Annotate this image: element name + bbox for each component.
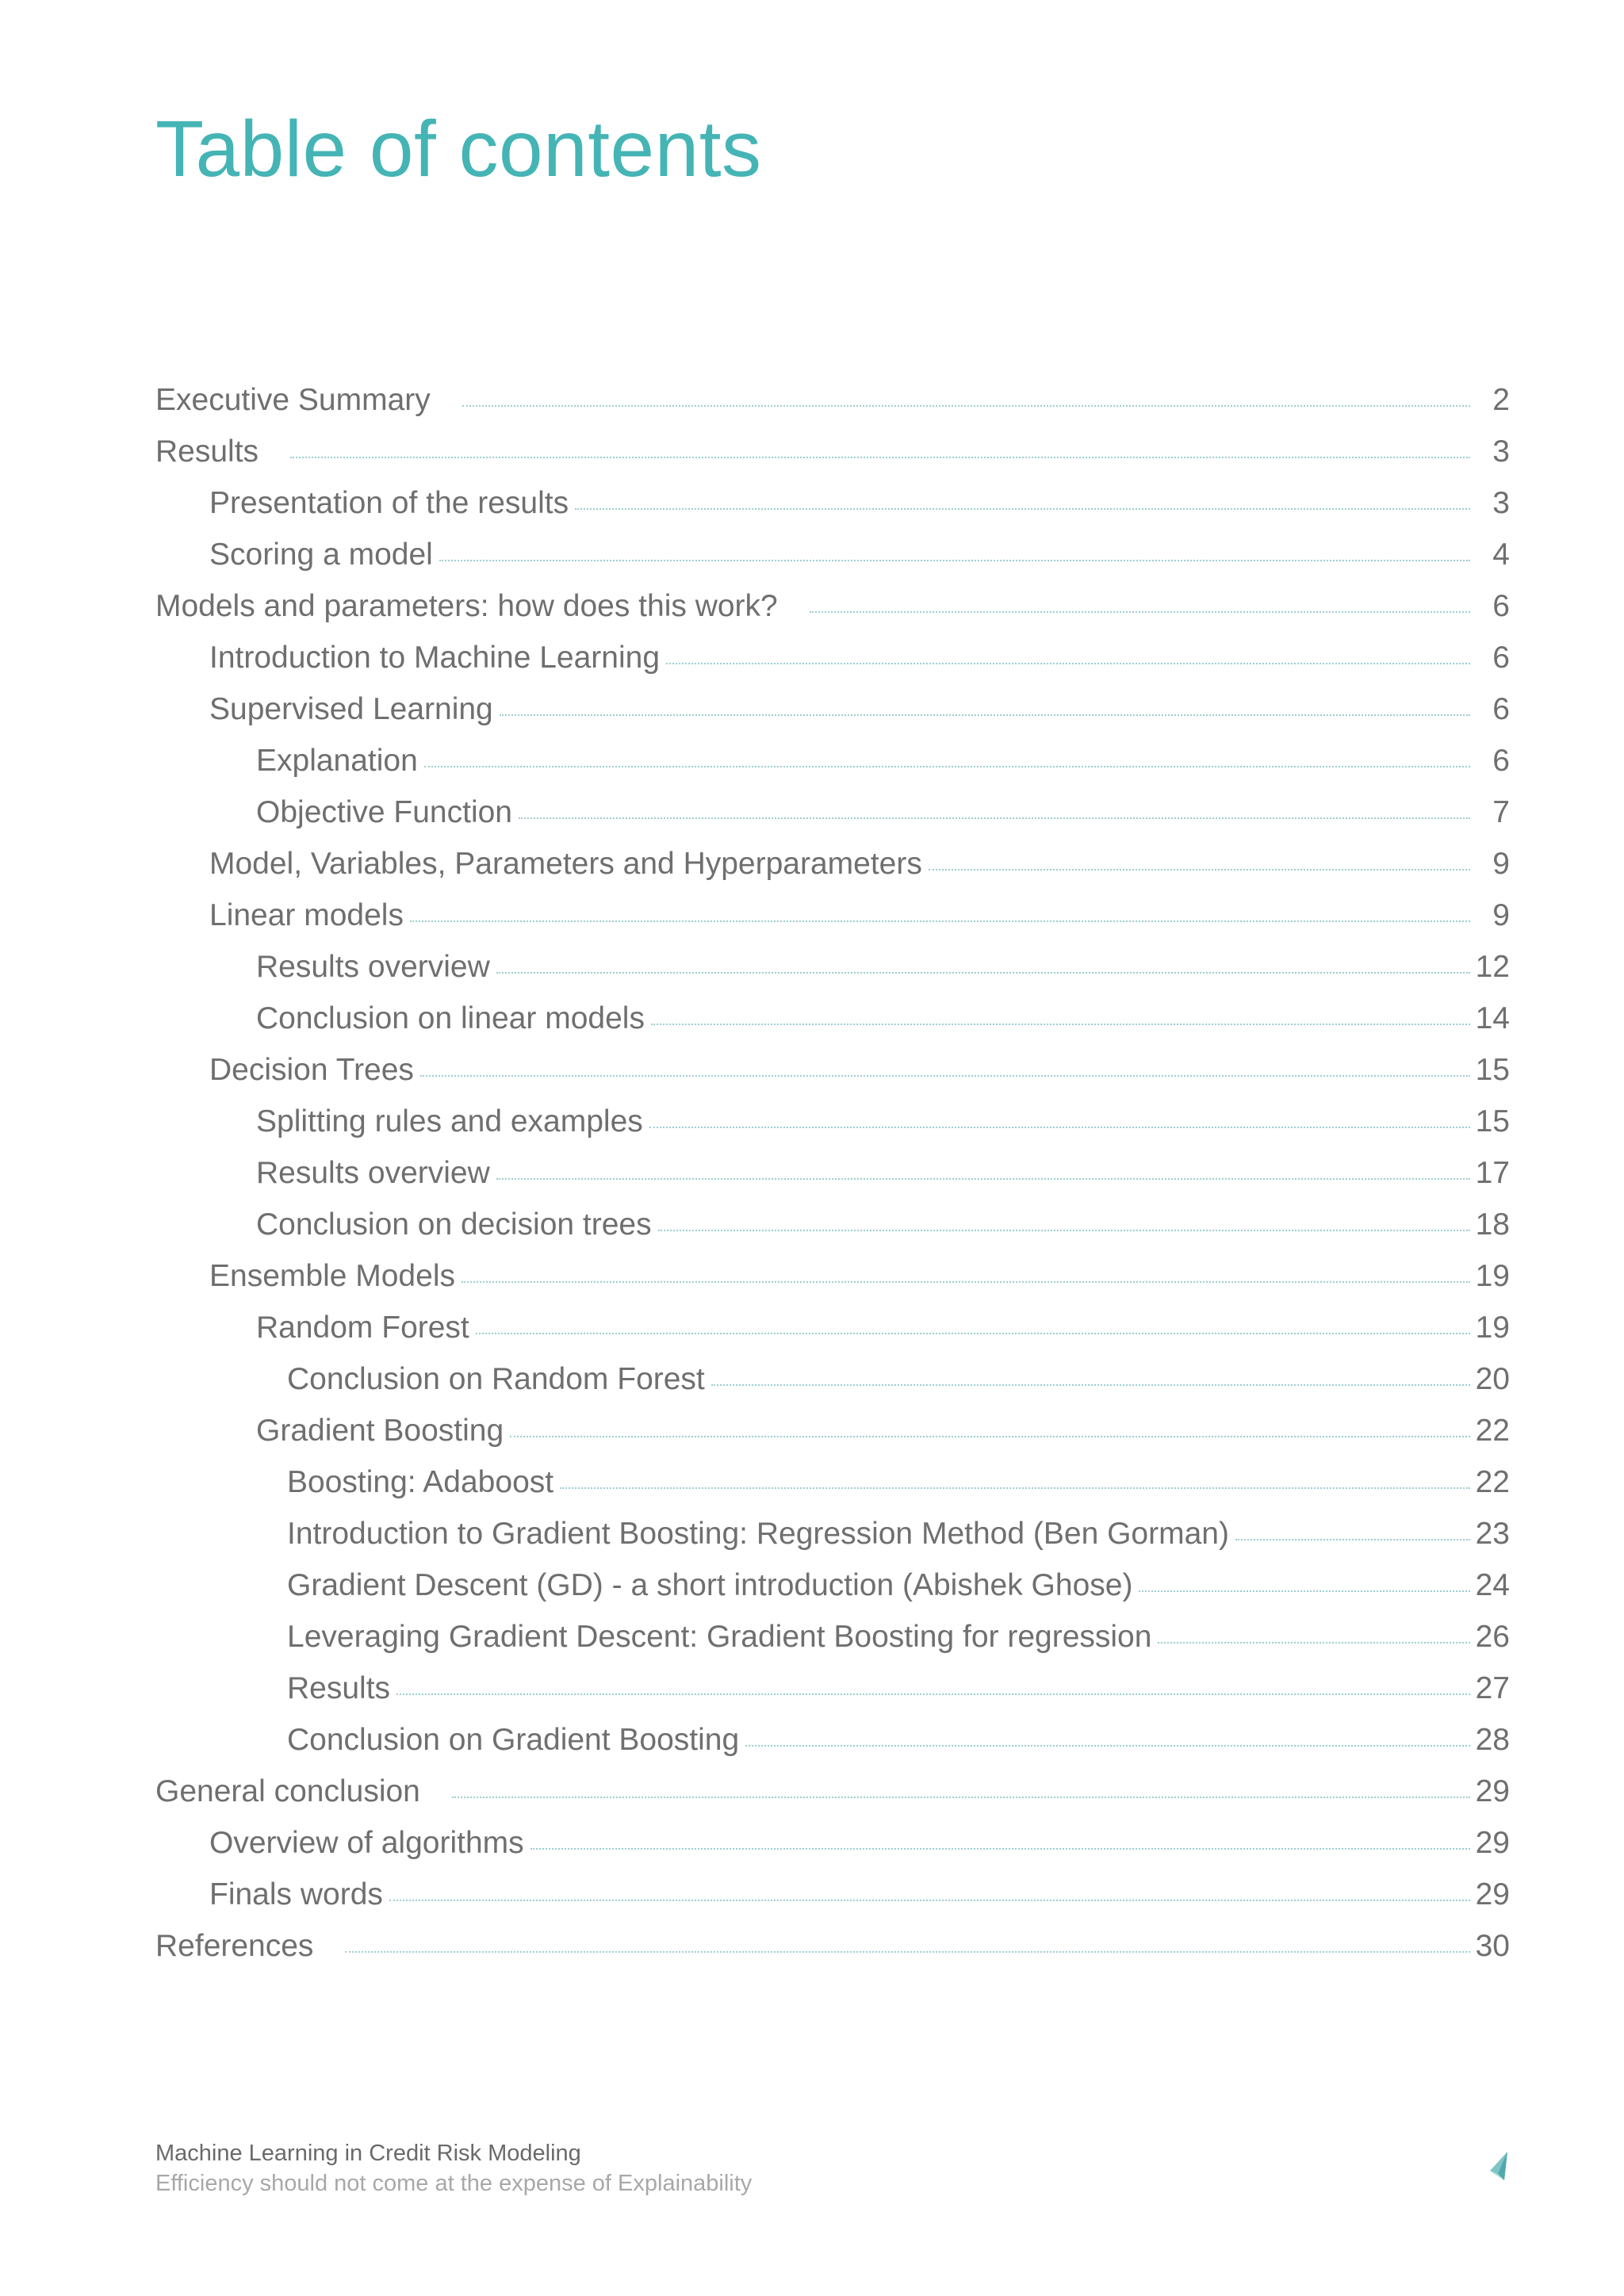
toc-entry[interactable] <box>155 529 1510 580</box>
toc-entry-page-number: 20 <box>1475 1362 1510 1396</box>
toc-entry[interactable] <box>155 1302 1510 1353</box>
toc-entry-page-number: 17 <box>1475 1156 1510 1190</box>
toc-entry[interactable] <box>155 477 1510 529</box>
toc-entry-page-number: 6 <box>1492 744 1510 778</box>
footer-title: Machine Learning in Credit Risk Modeling <box>155 2141 581 2166</box>
toc-dot-leader <box>929 869 1470 871</box>
toc-entry[interactable] <box>155 1250 1510 1302</box>
toc-entry[interactable] <box>155 838 1510 890</box>
toc-entry-page-number: 30 <box>1475 1929 1510 1963</box>
footer-subtitle: Efficiency should not come at the expense of Explainability <box>155 2171 753 2196</box>
toc-entry[interactable] <box>155 580 1510 632</box>
toc-dot-leader <box>1158 1642 1470 1644</box>
toc-dot-leader <box>452 1797 1470 1798</box>
toc-entry-page-number: 2 <box>1492 383 1510 417</box>
toc-entry-label: Results overview <box>256 950 490 984</box>
toc-dot-leader <box>530 1848 1470 1850</box>
toc-entry-page-number: 3 <box>1492 434 1510 469</box>
toc-dot-leader <box>462 405 1470 407</box>
toc-entry-label: Linear models <box>209 898 404 932</box>
toc-entry-label: Presentation of the results <box>209 486 569 520</box>
toc-entry-label: Boosting: Adaboost <box>287 1465 554 1499</box>
toc-dot-leader <box>462 1281 1470 1283</box>
toc-entry-label: Introduction to Machine Learning <box>209 641 661 675</box>
toc-entry-page-number: 29 <box>1475 1877 1510 1911</box>
toc-entry-label: Results <box>287 1671 391 1705</box>
table-of-contents <box>155 374 1510 1972</box>
toc-entry-label: General conclusion <box>155 1774 420 1808</box>
toc-entry-page-number: 6 <box>1492 641 1510 675</box>
toc-entry-page-number: 22 <box>1475 1414 1510 1448</box>
toc-entry-page-number: 18 <box>1475 1207 1510 1242</box>
toc-entry-page-number: 29 <box>1475 1826 1510 1860</box>
toc-dot-leader <box>560 1487 1470 1489</box>
toc-entry-page-number: 6 <box>1492 589 1510 623</box>
toc-dot-leader <box>810 611 1470 613</box>
toc-entry[interactable] <box>155 1147 1510 1199</box>
leaf-logo-icon <box>1488 2150 1509 2182</box>
toc-dot-leader <box>396 1693 1470 1695</box>
toc-entry-label: References <box>155 1929 314 1963</box>
toc-dot-leader <box>666 663 1470 664</box>
toc-entry-page-number: 14 <box>1475 1001 1510 1035</box>
toc-dot-leader <box>389 1900 1470 1901</box>
toc-entry-page-number: 3 <box>1492 486 1510 520</box>
toc-dot-leader <box>519 817 1470 819</box>
toc-dot-leader <box>1235 1539 1470 1540</box>
toc-entry-page-number: 19 <box>1475 1311 1510 1345</box>
toc-entry-label: Objective Function <box>256 795 512 829</box>
toc-entry-label: Results <box>155 434 259 469</box>
toc-entry-label: Models and parameters: how does this work? <box>155 589 778 623</box>
toc-entry-label: Overview of algorithms <box>209 1826 524 1860</box>
toc-entry[interactable] <box>155 683 1510 735</box>
toc-entry-label: Conclusion on Random Forest <box>287 1362 705 1396</box>
toc-entry-label: Scoring a model <box>209 538 433 572</box>
toc-entry-label: Conclusion on decision trees <box>256 1207 652 1242</box>
toc-entry-page-number: 23 <box>1475 1517 1510 1551</box>
toc-entry-page-number: 9 <box>1492 898 1510 932</box>
toc-entry-page-number: 28 <box>1475 1723 1510 1757</box>
toc-dot-leader <box>439 560 1470 561</box>
toc-entry-page-number: 7 <box>1492 795 1510 829</box>
toc-entry-label: Model, Variables, Parameters and Hyperparameters <box>209 847 922 881</box>
toc-entry[interactable] <box>155 1766 1510 1817</box>
toc-dot-leader <box>658 1230 1470 1231</box>
toc-entry-label: Decision Trees <box>209 1053 414 1087</box>
toc-entry[interactable] <box>155 1611 1510 1663</box>
toc-dot-leader <box>496 1178 1470 1180</box>
toc-entry-label: Conclusion on linear models <box>256 1001 645 1035</box>
toc-entry[interactable] <box>155 1817 1510 1869</box>
toc-entry[interactable] <box>155 993 1510 1044</box>
toc-entry[interactable] <box>155 1663 1510 1714</box>
toc-entry[interactable] <box>155 1920 1510 1972</box>
toc-entry-page-number: 12 <box>1475 950 1510 984</box>
toc-dot-leader <box>290 457 1470 458</box>
toc-entry-page-number: 6 <box>1492 692 1510 726</box>
toc-entry-page-number: 15 <box>1475 1053 1510 1087</box>
toc-dot-leader <box>745 1745 1470 1747</box>
toc-entry[interactable] <box>155 1405 1510 1456</box>
toc-entry[interactable] <box>155 1508 1510 1559</box>
toc-dot-leader <box>1139 1590 1470 1592</box>
toc-dot-leader <box>575 508 1470 510</box>
toc-entry[interactable] <box>155 1096 1510 1147</box>
toc-dot-leader <box>510 1436 1470 1437</box>
toc-entry[interactable] <box>155 941 1510 993</box>
toc-entry-label: Splitting rules and examples <box>256 1104 643 1138</box>
toc-entry-page-number: 29 <box>1475 1774 1510 1808</box>
toc-entry[interactable] <box>155 1714 1510 1766</box>
toc-entry[interactable] <box>155 1044 1510 1096</box>
toc-entry-label: Leveraging Gradient Descent: Gradient Boosting for regression <box>287 1620 1152 1654</box>
toc-entry-page-number: 4 <box>1492 538 1510 572</box>
toc-entry-page-number: 27 <box>1475 1671 1510 1705</box>
toc-entry-page-number: 15 <box>1475 1104 1510 1138</box>
toc-entry-page-number: 26 <box>1475 1620 1510 1654</box>
toc-entry-page-number: 24 <box>1475 1568 1510 1602</box>
toc-entry-page-number: 22 <box>1475 1465 1510 1499</box>
toc-entry-page-number: 9 <box>1492 847 1510 881</box>
toc-dot-leader <box>649 1127 1470 1128</box>
page-title: Table of contents <box>155 105 762 193</box>
toc-dot-leader <box>500 714 1470 716</box>
toc-entry-label: Explanation <box>256 744 418 778</box>
toc-entry[interactable] <box>155 1559 1510 1611</box>
toc-entry-label: Gradient Descent (GD) - a short introduction (Abishek Ghose) <box>287 1568 1133 1602</box>
toc-entry-label: Results overview <box>256 1156 490 1190</box>
footer <box>155 2138 752 2198</box>
toc-entry-page-number: 19 <box>1475 1259 1510 1293</box>
toc-dot-leader <box>711 1384 1470 1386</box>
toc-dot-leader <box>410 920 1470 922</box>
toc-entry-label: Supervised Learning <box>209 692 493 726</box>
toc-entry-label: Executive Summary <box>155 383 431 417</box>
toc-entry[interactable] <box>155 1869 1510 1920</box>
toc-dot-leader <box>420 1075 1470 1077</box>
toc-dot-leader <box>424 766 1470 767</box>
toc-dot-leader <box>651 1024 1470 1025</box>
toc-entry[interactable] <box>155 786 1510 838</box>
toc-entry[interactable] <box>155 890 1510 941</box>
toc-entry-label: Finals words <box>209 1877 383 1911</box>
toc-entry-label: Ensemble Models <box>209 1259 455 1293</box>
toc-dot-leader <box>476 1333 1470 1334</box>
toc-entry-label: Gradient Boosting <box>256 1414 504 1448</box>
toc-dot-leader <box>496 972 1470 974</box>
toc-entry[interactable] <box>155 1456 1510 1508</box>
toc-dot-leader <box>345 1951 1470 1953</box>
toc-entry-label: Conclusion on Gradient Boosting <box>287 1723 740 1757</box>
toc-entry[interactable] <box>155 1199 1510 1250</box>
toc-entry-label: Random Forest <box>256 1311 469 1345</box>
toc-entry[interactable] <box>155 1353 1510 1405</box>
toc-entry[interactable] <box>155 426 1510 477</box>
toc-entry[interactable] <box>155 374 1510 426</box>
toc-entry-label: Introduction to Gradient Boosting: Regression Method (Ben Gorman) <box>287 1517 1229 1551</box>
toc-entry[interactable] <box>155 735 1510 786</box>
toc-entry[interactable] <box>155 632 1510 683</box>
